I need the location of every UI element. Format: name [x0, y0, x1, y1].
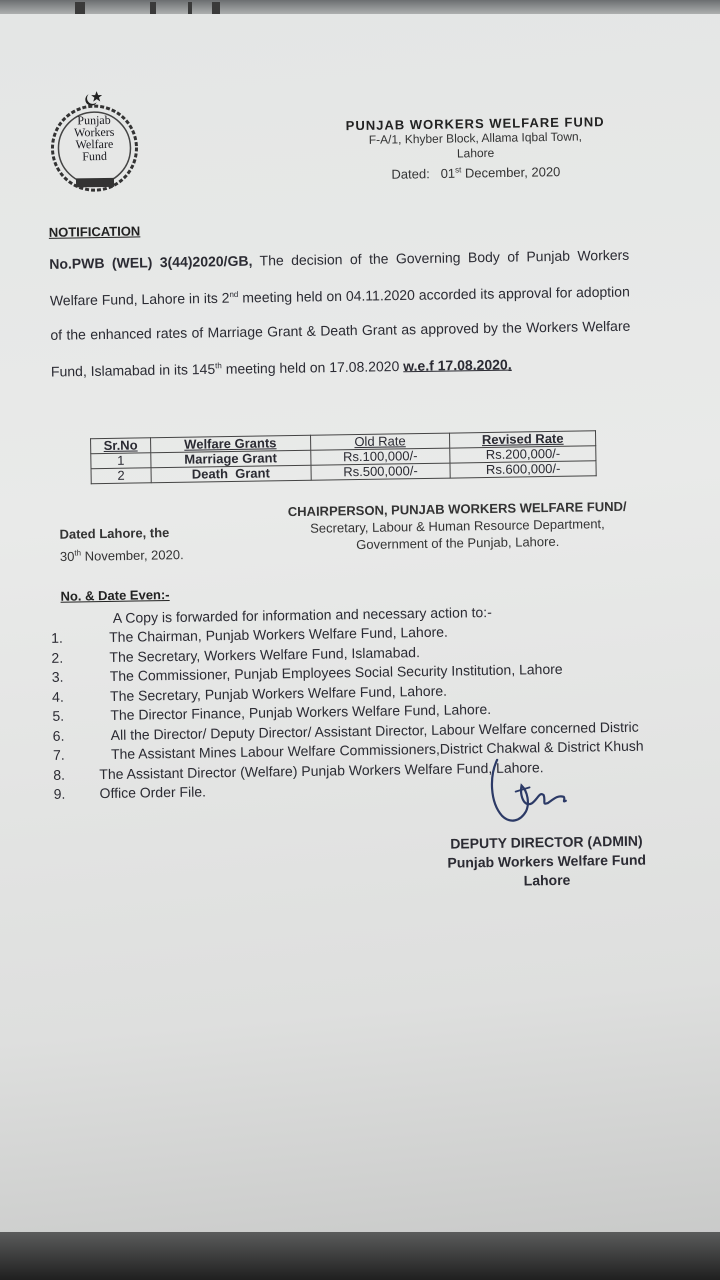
reference-number: No.PWB (WEL) 3(44)2020/GB, [49, 252, 253, 272]
letterhead [325, 114, 626, 183]
list-item-text: The Secretary, Workers Welfare Fund, Islamabad. [109, 643, 421, 665]
chairperson-title: CHAIRPERSON, PUNJAB WORKERS WELFARE FUND/ [287, 498, 627, 520]
address-line-2: Lahore [456, 145, 495, 161]
list-item-number: 4. [51, 688, 64, 705]
org-name: PUNJAB WORKERS WELFARE FUND [345, 114, 605, 134]
notification-body [49, 238, 631, 388]
list-item-text: The Director Finance, Punjab Workers Welfare Fund, Lahore. [110, 700, 492, 723]
list-item-text: The Assistant Director (Welfare) Punjab Workers Welfare Fund, Lahore. [99, 758, 544, 782]
header-date [326, 163, 626, 183]
header-revised-rate: Revised Rate [450, 431, 596, 448]
dated-day: 01 [440, 165, 456, 182]
dated-lahore-line2 [60, 542, 184, 566]
list-item-number: 2. [51, 649, 64, 666]
body-text-2: meeting held on 04.11.2020 accorded its approval for adoption of the enhanced rates of Marriage Grant & Death Grant as approved by the Workers Welfare Fund, Islamabad in its 145 [50, 283, 631, 380]
list-item-number: 8. [53, 766, 66, 783]
cell-revised-rate: Rs.600,000/- [450, 461, 596, 478]
body-sup-1: nd [229, 289, 239, 300]
seal-line: Punjab [77, 112, 111, 128]
list-item-number: 1. [51, 629, 63, 646]
signatory-city: Lahore [523, 871, 571, 889]
effective-date: w.e.f 17.08.2020. [403, 355, 512, 374]
dated-lahore-day-suffix: th [74, 548, 82, 558]
notification-title: NOTIFICATION [48, 223, 141, 240]
dated-lahore-line1: Dated Lahore, the [59, 525, 170, 542]
dated-day-suffix: st [454, 165, 462, 175]
cell-grant: Marriage Grant [151, 450, 311, 468]
list-item-text: The Chairman, Punjab Workers Welfare Fund, Lahore. [109, 623, 449, 645]
distribution-heading: No. & Date Even:- [60, 587, 170, 604]
document-page [0, 14, 720, 1236]
body-text-3: meeting held on 17.08.2020 [225, 357, 400, 377]
handwritten-signature [485, 751, 586, 843]
chairperson-line2: Secretary, Labour & Human Resource Department, [310, 516, 605, 536]
seal-line: Fund [82, 148, 108, 164]
cell-revised-rate: Rs.200,000/- [450, 446, 596, 463]
cell-sr: 1 [91, 453, 151, 469]
list-item-text: The Assistant Mines Labour Welfare Commissioners,District Chakwal & District Khush [110, 737, 644, 762]
body-text-1: The decision of the Governing Body of Punjab Workers Welfare Fund, Lahore in its 2 [49, 246, 630, 309]
dated-lahore-rest: November, 2020. [84, 547, 184, 564]
distribution-list [51, 618, 720, 804]
list-item-text: All the Director/ Deputy Director/ Assistant Director, Labour Welfare concerned Distric [110, 718, 639, 743]
list-item-text: The Secretary, Punjab Workers Welfare Fund, Lahore. [109, 682, 448, 704]
dated-lahore [59, 523, 183, 566]
list-item-number: 7. [52, 746, 65, 763]
chairperson-block [267, 497, 648, 554]
list-item-number: 9. [53, 785, 66, 802]
dated-label: Dated: [391, 166, 430, 182]
grants-table [90, 430, 597, 484]
cell-grant: Death Grant [151, 465, 311, 483]
list-item-number: 3. [51, 668, 64, 685]
dated-lahore-day: 30 [59, 548, 75, 565]
list-item-number: 5. [52, 707, 65, 724]
seal-line: Workers [73, 124, 115, 140]
cell-old-rate: Rs.100,000/- [310, 448, 450, 465]
header-old-rate: Old Rate [310, 433, 450, 450]
dated-rest: December, 2020 [464, 164, 561, 181]
welfare-fund-seal [35, 87, 155, 199]
seal-line: Welfare [75, 136, 114, 152]
signatory-block [426, 831, 667, 892]
cell-sr: 2 [91, 468, 151, 484]
list-item-text: Office Order File. [99, 783, 207, 802]
chairperson-line3: Government of the Punjab, Lahore. [356, 533, 560, 553]
body-sup-2: th [215, 360, 222, 370]
list-item-number: 6. [52, 727, 65, 744]
distribution-intro: A Copy is forwarded for information and necessary action to:- [112, 603, 492, 626]
list-item-text: The Commissioner, Punjab Employees Social Security Institution, Lahore [109, 660, 563, 684]
address-line-1: F-A/1, Khyber Block, Allama Iqbal Town, [368, 129, 583, 147]
header-sr-no: Sr.No [91, 438, 151, 454]
document-content [0, 14, 720, 1236]
photo-bottom-edge [0, 1232, 720, 1280]
signatory-org: Punjab Workers Welfare Fund [447, 851, 647, 871]
seal-text [64, 114, 125, 163]
header-welfare-grants: Welfare Grants [150, 435, 310, 453]
cell-old-rate: Rs.500,000/- [311, 463, 451, 480]
signatory-title: DEPUTY DIRECTOR (ADMIN) [450, 832, 643, 852]
